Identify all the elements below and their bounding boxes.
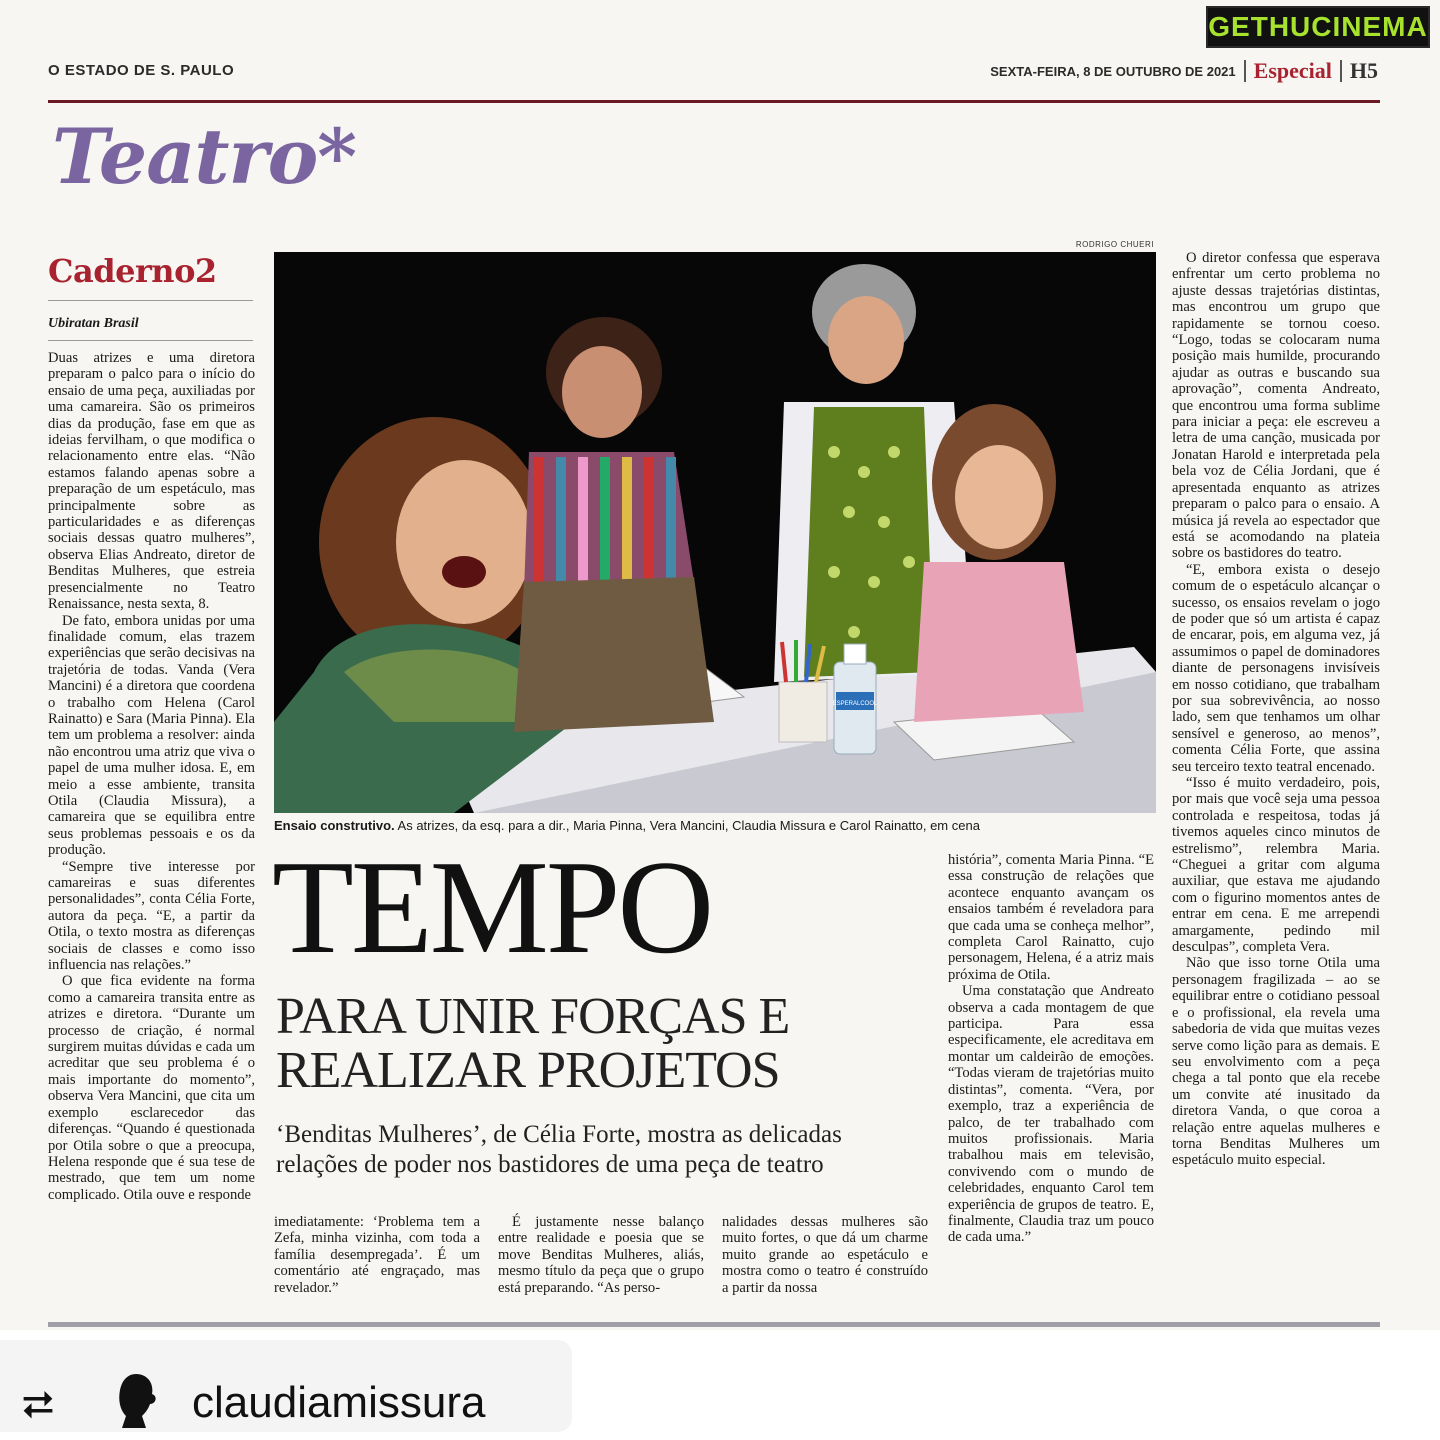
caption-lead: Ensaio construtivo. (274, 818, 395, 833)
photo-credit: RODRIGO CHUERI (1075, 240, 1154, 249)
striped-top (524, 452, 694, 592)
section-topic: Teatro* (52, 112, 357, 201)
header-rule (48, 100, 1380, 103)
article-column-mid (948, 852, 1154, 1246)
repost-username[interactable]: claudiamissura (192, 1378, 486, 1427)
issue-date: SEXTA-FEIRA, 8 DE OUTUBRO DE 2021 (990, 63, 1236, 79)
article-column-bottom-3 (722, 1214, 928, 1296)
caption-text: As atrizes, da esq. para a dir., Maria Pinna, Vera Mancini, Claudia Missura e Carol Rainatto, em cena (397, 818, 980, 833)
footer-rule (48, 1322, 1380, 1327)
paragraph: O que fica evidente na forma como a camareira transita entre as atrizes e diretora. “Durante um processo de criação, é normal surgirem muitas dúvidas e cada um acreditar que seu problema é o mais importante do momento”, observa Vera Mancini, que cita um exemplo esclarecedor das diferenças. “Quando é questionada por Otila sobre o que a preocupa, Helena responde que é sua tese de mestrado, que tem um nome complicado. Otila ouve e responde (48, 973, 255, 1203)
photo-illustration (274, 252, 1156, 813)
paragraph: nalidades dessas mulheres são muito fortes, o que dá um charme muito grande ao espetáculo e mostra como o teatro é construído a partir da nossa (722, 1214, 928, 1296)
paragraph: É justamente nesse balanço entre realidade e poesia que se move Benditas Mulheres, aliás, mesmo título da peça que o grupo está preparando. “As perso- (498, 1214, 704, 1296)
deck: ‘Benditas Mulheres’, de Célia Forte, mostra as delicadas relações de poder nos bastidores de uma peça de teatro (276, 1121, 842, 1178)
bottle-label: ESPERALCOOL (832, 701, 878, 707)
paragraph: Uma constatação que Andreato observa a cada montagem de que participa. Para essa especificamente, ele acreditava em montar um caldeirão de emoções. “Todas vieram de trajetórias muito distintas”, comenta. “Vera, por exemplo, traz a experiência de palco, de ter trabalhado com muitos profissionais. Maria trabalhou mais em televisão, convivendo com o mundo de celebridades, enquanto Carol tem experiência de grupos de teatro. E, finalmente, Claudia traz um pouco de cada uma.” (948, 983, 1154, 1246)
divider (48, 300, 253, 301)
article-column-bottom-2 (498, 1214, 704, 1296)
page-number: H5 (1349, 58, 1378, 83)
paragraph: Duas atrizes e uma diretora preparam o palco para o início do ensaio de uma peça, auxiliadas por uma camareira. São os primeiros dias da produção, fase em que as ideias fervilham, o que modifica o relacionamento entre elas. “Não estamos falando apenas sobre a preparação de um espetáculo, mas principalmente sobre as particularidades e as diferenças sociais dessas quatro mulheres”, observa Elias Andreato, diretor de Benditas Mulheres, que estreia presencialmente no Teatro Renaissance, nesta sexta, 8. (48, 350, 255, 613)
repost-bar (0, 1330, 1440, 1440)
headline: TEMPO (272, 833, 712, 981)
caderno-label: Caderno2 (48, 252, 217, 290)
newspaper-name: O ESTADO DE S. PAULO (48, 62, 235, 79)
repost-pill[interactable] (0, 1340, 572, 1432)
page-header-right (990, 58, 1378, 84)
watermark-logo (1206, 6, 1430, 48)
subheadline-line: PARA UNIR FORÇAS E (276, 988, 790, 1045)
divider (1244, 60, 1246, 82)
subheadline (276, 990, 789, 1098)
paragraph: O diretor confessa que esperava enfrentar um certo problema no ajuste dessas trajetórias distintas, mas encontrou um grupo que rapidamente se tornou coeso. “Logo, todas se colocaram numa posição mais humilde, procurando ajudar as outras e buscando sua aprovação”, comenta Andreato, que encontrou uma forma sublime para iniciar a peça: ele escreveu a letra de uma canção, musicada por Jonatan Harold e interpretada pela bela voz de Célia Jordani, que é apresentada enquanto as atrizes preparam o palco para o ensaio. A música já revela ao espectador que está se acomodando na plateia sobre os bastidores do teatro. (1172, 250, 1380, 562)
paragraph: “Sempre tive interesse por camareiras e suas diferentes personalidades”, conta Célia Forte, autora da peça. “E, a partir da Otila, o texto mostra as diferenças sociais de classes e como isso influencia nas relações.” (48, 858, 255, 974)
divider (48, 340, 253, 341)
paragraph: imediatamente: ‘Problema tem a Zefa, minha vizinha, com toda a família desempregada’. É um comentário até engraçado, mas revelador.” (274, 1214, 480, 1296)
byline: Ubiratan Brasil (48, 316, 139, 331)
paragraph: “Isso é muito verdadeiro, pois, por mais que você seja uma pessoa controlada e respeitosa, todas já tivemos aqueles cinco minutos de estrelismo”, relembra Maria. “Cheguei a gritar com alguma auxiliar, que estava me ajudando com o figurino momentos antes de entrar em cena. E me arrependi amargamente, pedindo mil desculpas”, completa Vera. (1172, 775, 1380, 956)
article-column-bottom-1 (274, 1214, 480, 1296)
paragraph: “E, embora exista o desejo comum de o espetáculo alcançar o sucesso, os ensaios revelam o jogo de poder que só um artista é capaz de encarar, pois, em alguma vez, já assumimos o papel de dominadores diante de personagens invisíveis em nosso cotidiano, que trabalham por sua sobrevivência, ao nosso lado, sem que tenhamos um olhar sensível e generoso, ao menos”, comenta Célia Forte, que assina seu terceiro texto teatral encenado. (1172, 561, 1380, 775)
article-column-left (48, 350, 255, 1203)
article-column-right (1172, 250, 1380, 1169)
repost-icon[interactable]: ⮂ (22, 1382, 54, 1428)
paragraph: história”, comenta Maria Pinna. “E essa construção de relações que acontece enquanto avançam os ensaios também é reveladora para que cada uma se conheça melhor”, completa Carol Rainatto, cujo personagem, Helena, é a atriz mais próxima de Otila. (948, 852, 1154, 983)
article-photo (274, 252, 1156, 813)
divider (1340, 60, 1342, 82)
subheadline-line: REALIZAR PROJETOS (276, 1042, 780, 1099)
photo-caption (274, 818, 1156, 833)
watermark-logo-text: GETHUCINEMA (1208, 11, 1428, 42)
paragraph: Não que isso torne Otila uma personagem fragilizada – ao se equilibrar entre o cotidiano pessoal e o profissional, ela revela uma sabedoria de vida que muitas vezes serve como lição para as demais. E seu envolvimento com a peça chega a tal ponto que ela recebe um convite até inusitado da diretora Vanda, o que coroa a relação entre aquelas mulheres e torna Benditas Mulheres um espetáculo muito especial. (1172, 955, 1380, 1169)
avatar[interactable] (112, 1370, 162, 1430)
section-name: Especial (1253, 58, 1332, 83)
paragraph: De fato, embora unidas por uma finalidade comum, elas trazem experiências que serão decisivas na trajetória de todas. Vanda (Vera Mancini) é a diretora que coordena o trabalho com Helena (Carol Rainatto) e Sara (Maria Pinna). Ela tem um problema a resolver: ainda não encontrou uma atriz que viva o papel de uma mulher idosa. E, em meio a esse ambiente, transita Otila (Claudia Missura), a camareira que se equilibra entre seus problemas pessoais e os da produção. (48, 612, 255, 859)
